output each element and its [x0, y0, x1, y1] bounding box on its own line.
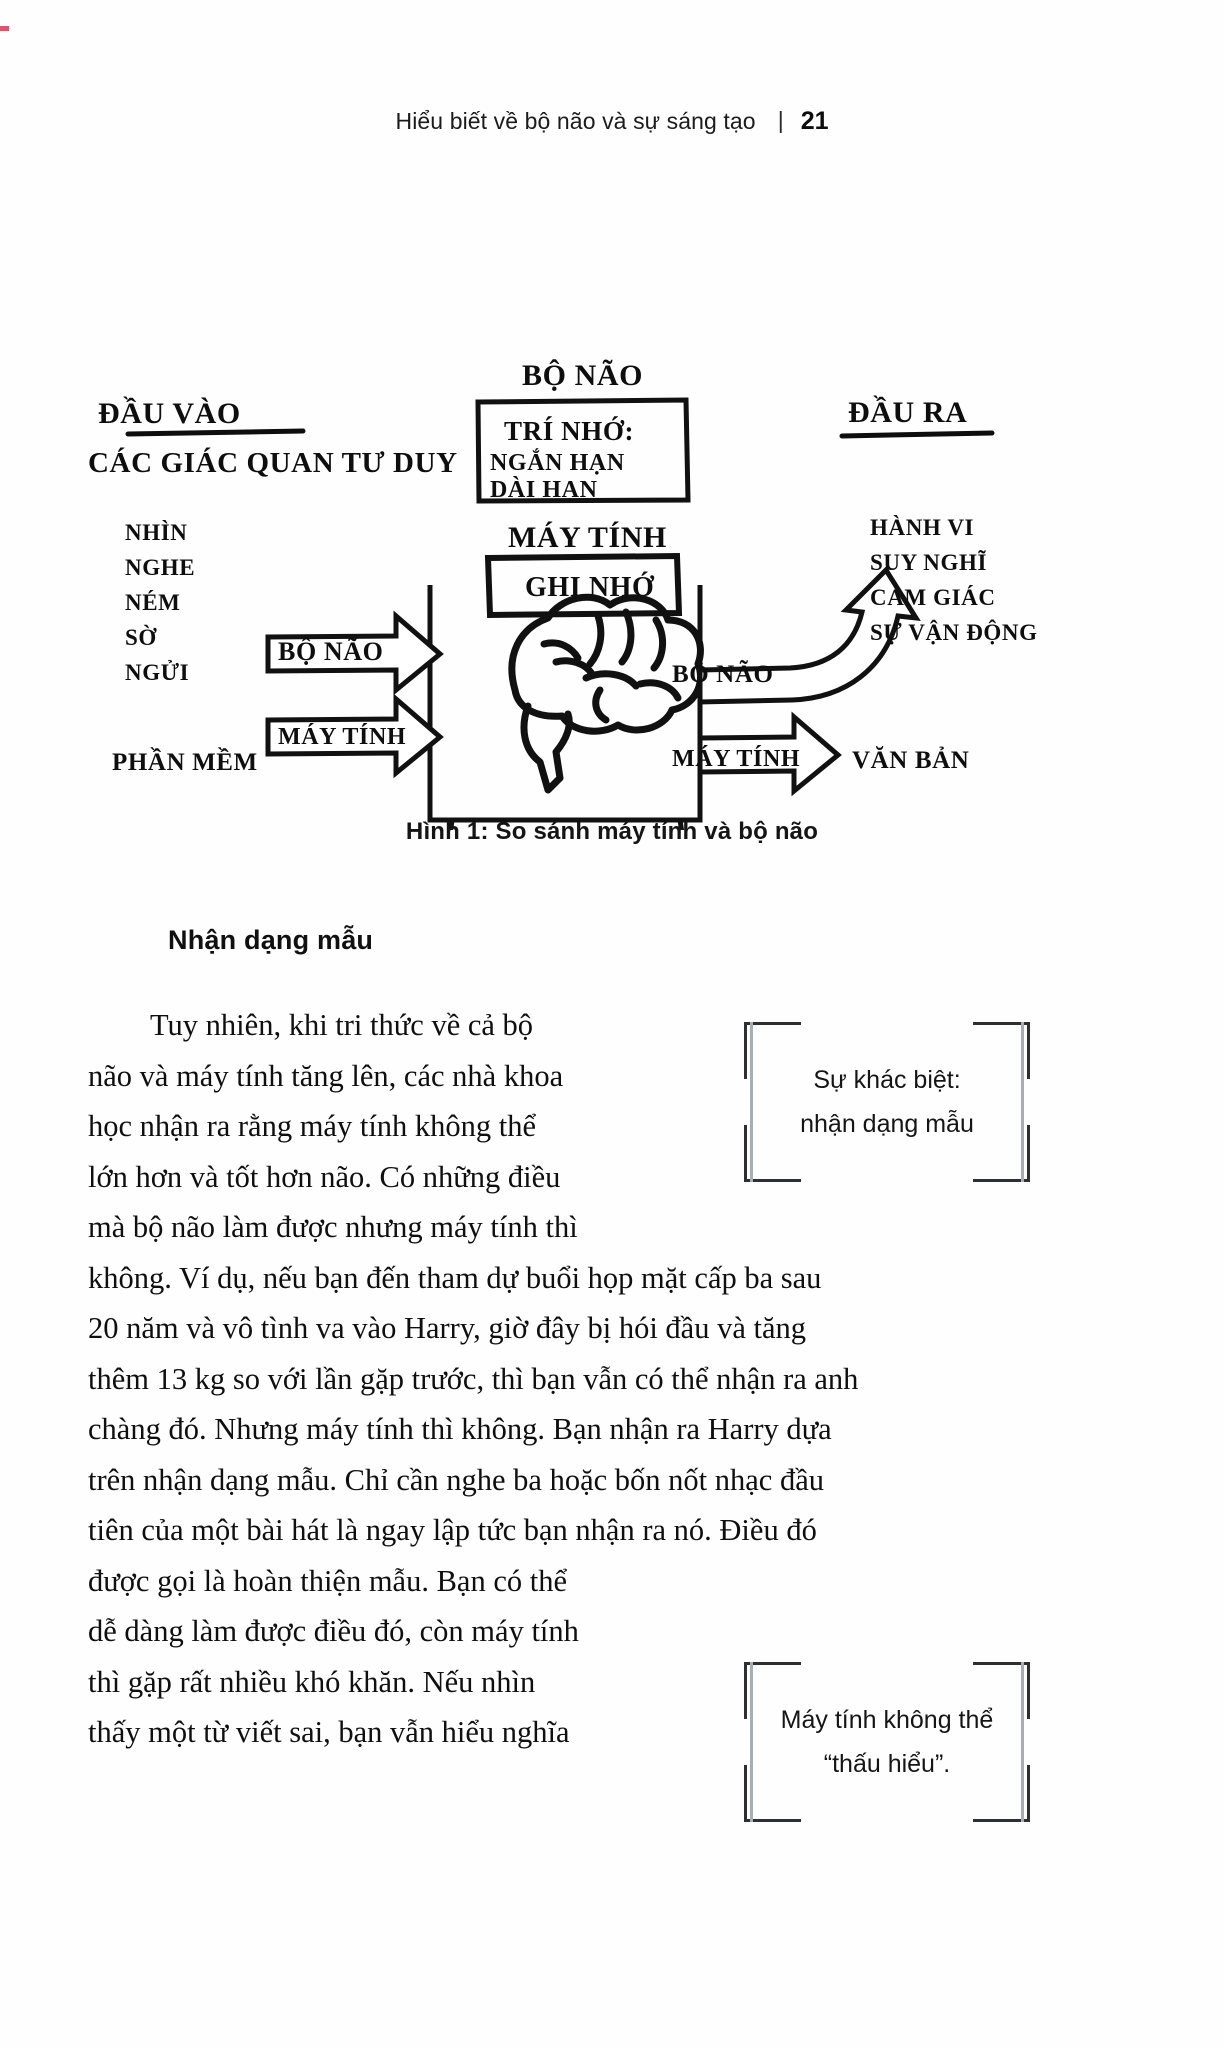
output-text-label: VĂN BẢN: [852, 747, 970, 774]
computer-label: MÁY TÍNH: [508, 521, 667, 554]
figure-diagram: [0, 150, 1224, 830]
pull-quote-understanding: [744, 1662, 1030, 1822]
body-line: lớn hơn và tốt hơn não. Có những điều: [88, 1159, 561, 1194]
arrow-input-computer-label: MÁY TÍNH: [278, 724, 407, 750]
running-header-title: Hiểu biết về bộ não và sự sáng tạo: [395, 107, 756, 134]
pull-quote-line-1: Máy tính không thể: [780, 1706, 994, 1734]
figure-caption: Hình 1: So sánh máy tính và bộ não: [405, 818, 819, 845]
input-subheading: CÁC GIÁC QUAN TƯ DUY: [88, 447, 458, 479]
section-heading: Nhận dạng mẫu: [168, 925, 374, 955]
pull-quote-line-2: nhận dạng mẫu: [800, 1110, 974, 1138]
memory-box-line-2: NGẮN HẠN: [490, 450, 625, 476]
running-header-separator: |: [777, 106, 784, 133]
edge-right: [1021, 1662, 1024, 1822]
arrow-input-brain-label: BỘ NÃO: [278, 637, 384, 666]
input-software-label: PHẦN MỀM: [112, 749, 258, 776]
body-line: thì gặp rất nhiều khó khăn. Nếu nhìn: [88, 1664, 536, 1699]
arrow-output-computer-label: MÁY TÍNH: [672, 746, 801, 772]
body-line: dễ dàng làm được điều đó, còn máy tính: [88, 1614, 579, 1648]
input-heading: ĐẦU VÀO: [98, 397, 241, 430]
output-heading: ĐẦU RA: [848, 396, 968, 429]
pull-quote-line-1: Sự khác biệt:: [813, 1066, 961, 1094]
body-line: mà bộ não làm được nhưng máy tính thì: [88, 1210, 578, 1244]
output-heading-underline: [842, 433, 992, 436]
scan-edge-mark: [0, 26, 9, 31]
input-item-0: NHÌN: [125, 520, 188, 545]
edge-left: [750, 1022, 753, 1182]
body-line: 20 năm và vô tình va vào Harry, giờ đây bị hói đầu và tăng: [88, 1311, 807, 1345]
body-line: não và máy tính tăng lên, các nhà khoa: [88, 1058, 564, 1093]
arrow-output-brain-label: BỘ NÃO: [672, 661, 774, 688]
pull-quote-difference: [744, 1022, 1030, 1182]
edge-left: [750, 1662, 753, 1822]
output-item-3: SỰ VẬN ĐỘNG: [870, 620, 1038, 645]
body-line: học nhận ra rằng máy tính không thể: [88, 1109, 537, 1143]
input-item-1: NGHE: [125, 555, 196, 580]
memory-box-line-3: DÀI HẠN: [490, 477, 598, 503]
output-item-2: CẢM GIÁC: [870, 585, 996, 610]
input-item-4: NGỬI: [125, 660, 190, 685]
output-item-0: HÀNH VI: [870, 515, 975, 540]
body-line: không. Ví dụ, nếu bạn đến tham dự buổi họp mặt cấp ba sau: [88, 1260, 822, 1295]
body-line: thấy một từ viết sai, bạn vẫn hiểu nghĩa: [88, 1715, 570, 1749]
memory-box-line-1: TRÍ NHỚ:: [504, 416, 635, 446]
input-item-3: SỜ: [125, 625, 157, 650]
figure-brain-vs-computer: [0, 150, 1224, 830]
body-line: trên nhận dạng mẫu. Chỉ cần nghe ba hoặc bốn nốt nhạc đầu: [88, 1462, 825, 1497]
output-item-1: SUY NGHĨ: [870, 550, 988, 575]
edge-right: [1021, 1022, 1024, 1182]
brain-top-label: BỘ NÃO: [522, 359, 644, 392]
running-header: [0, 104, 1224, 138]
body-line: thêm 13 kg so với lần gặp trước, thì bạn vẫn có thể nhận ra anh: [88, 1361, 859, 1396]
body-line: Tuy nhiên, khi tri thức về cả bộ: [150, 1008, 534, 1042]
page-number: 21: [800, 106, 829, 135]
body-line: tiên của một bài hát là ngay lập tức bạn nhận ra nó. Điều đó: [88, 1513, 817, 1547]
pull-quote-line-2: “thấu hiểu”.: [823, 1750, 951, 1778]
body-line: được gọi là hoàn thiện mẫu. Bạn có thể: [88, 1563, 568, 1598]
storage-box-label: GHI NHỚ: [525, 572, 655, 603]
input-heading-underline: [128, 431, 303, 434]
body-line: chàng đó. Nhưng máy tính thì không. Bạn nhận ra Harry dựa: [88, 1412, 832, 1446]
input-item-2: NÉM: [125, 590, 181, 615]
